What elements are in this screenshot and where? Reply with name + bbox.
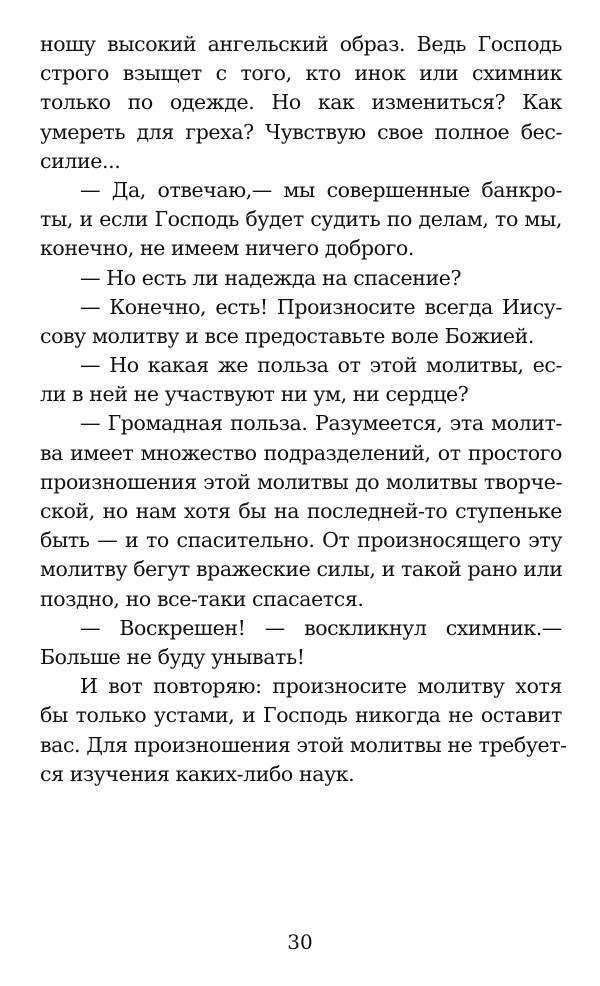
text-line: поздно, но все-таки спасается. (40, 586, 364, 611)
text-line: сову молитву и все предоставьте воле Божией. (40, 323, 535, 348)
text-line: силие... (40, 148, 121, 173)
paragraph (40, 672, 567, 789)
text-line: бы только устами, и Господь никогда не оставит (40, 703, 562, 728)
page-body (40, 30, 567, 789)
text-line: — Конечно, есть! Произносите всегда Иису- (80, 294, 562, 319)
text-line: ся изучения каких-либо наук. (40, 761, 355, 786)
text-line: — Но есть ли надежда на спасение? (80, 265, 462, 290)
text-line: только по одежде. Но как измениться? Как (40, 90, 562, 115)
text-line: ва имеет множество подразделений, от простого (40, 440, 562, 465)
text-line: ношу высокий ангельский образ. Ведь Господь (40, 32, 562, 56)
page-number: 30 (287, 930, 313, 954)
text-line: строго взыщет с того, кто инок или схимник (40, 61, 562, 86)
text-line: ли в ней не участвуют ни ум, ни сердце? (40, 382, 469, 407)
text-line: произношения этой молитвы до молитвы творче- (40, 469, 562, 494)
paragraph (40, 176, 562, 264)
text-line: — Воскрешен! — воскликнул схимник.— (80, 615, 562, 640)
text-line: ты, и если Господь будет судить по делам, то мы, (40, 207, 562, 232)
paragraph (40, 409, 562, 613)
paragraph (40, 30, 562, 176)
text-line: вас. Для произношения этой молитвы не требует- (40, 732, 567, 757)
text-line: — Но какая же польза от этой молитвы, ес- (80, 353, 562, 378)
text-line: Больше не буду унывать! (40, 644, 305, 669)
paragraph (40, 293, 562, 351)
text-line: быть — и то спасительно. От произносящего эту (40, 528, 562, 553)
paragraph (40, 264, 562, 293)
text-line: И вот повторяю: произносите молитву хотя (80, 674, 562, 699)
paragraph (40, 351, 562, 409)
text-line: ской, но нам хотя бы на последней-то ступеньке (40, 499, 562, 523)
text-line: конечно, не имеем ничего доброго. (40, 236, 414, 261)
text-line: — Громадная польза. Разумеется, эта молит- (80, 411, 562, 436)
text-line: — Да, отвечаю,— мы совершенные банкро- (80, 177, 562, 202)
text-line: умереть для греха? Чувствую свое полное бес- (40, 119, 562, 144)
text-line: молитву бегут вражеские силы, и такой рано или (40, 557, 563, 582)
paragraph (40, 614, 562, 672)
